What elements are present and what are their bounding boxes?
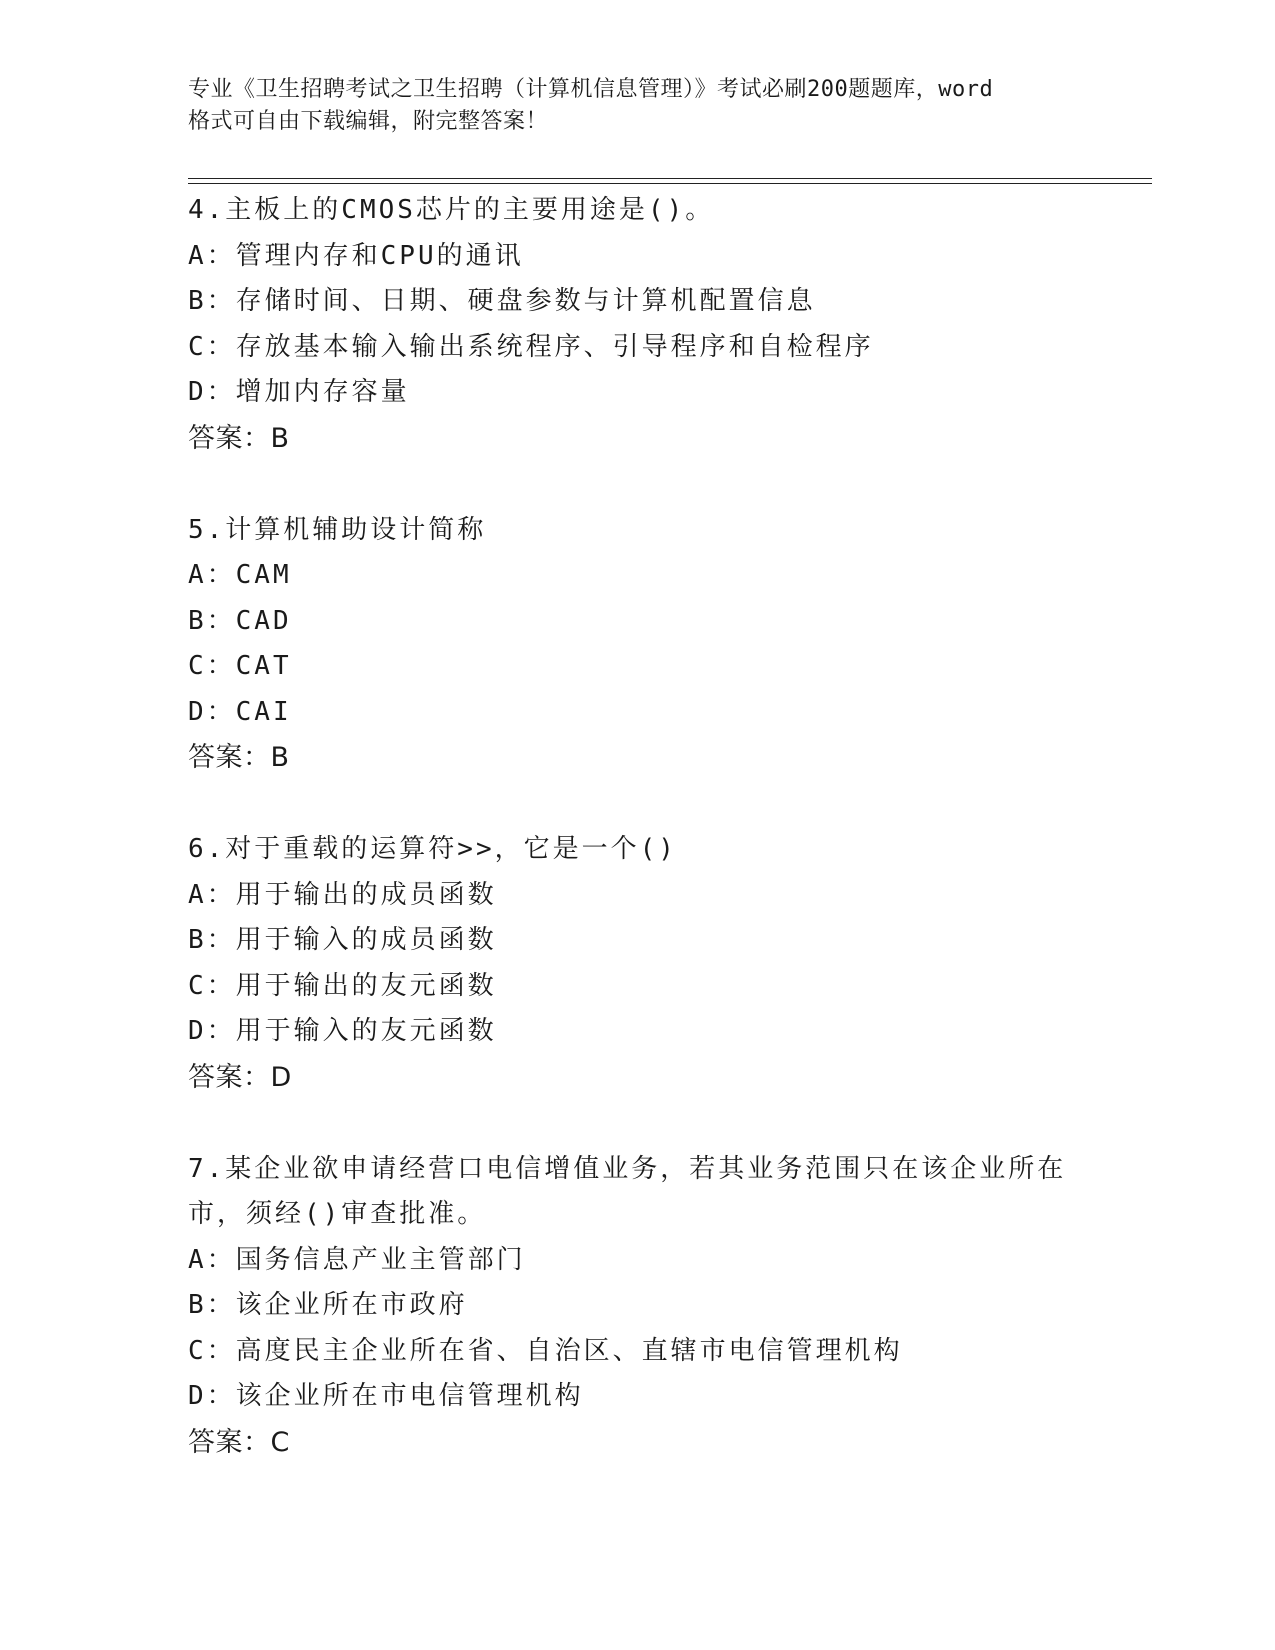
document-header — [188, 74, 1088, 138]
answer-line: 答案：B — [188, 422, 290, 454]
option-c: C：存放基本输入输出系统程序、引导程序和自检程序 — [188, 331, 874, 362]
question-4 — [188, 188, 1108, 462]
question-5 — [188, 508, 1108, 782]
question-7 — [188, 1147, 1108, 1466]
option-c: C：高度民主企业所在省、自治区、直辖市电信管理机构 — [188, 1335, 903, 1366]
option-c: C：用于输出的友元函数 — [188, 970, 497, 1001]
header-divider-top — [188, 178, 1152, 179]
header-line-2: 格式可自由下载编辑，附完整答案！ — [188, 109, 549, 134]
option-b: B：CAD — [188, 605, 292, 636]
option-a: A：国务信息产业主管部门 — [188, 1244, 526, 1275]
question-stem-continued: 市，须经()审查批准。 — [188, 1199, 487, 1229]
option-d: D：用于输入的友元函数 — [188, 1016, 497, 1046]
option-b: B：存储时间、日期、硬盘参数与计算机配置信息 — [188, 286, 816, 316]
option-a: A：用于输出的成员函数 — [188, 879, 497, 910]
question-list — [188, 188, 1108, 1512]
question-6 — [188, 827, 1108, 1101]
answer-line: 答案：C — [188, 1426, 290, 1458]
answer-line: 答案：D — [188, 1061, 292, 1093]
option-a: A：CAM — [188, 560, 292, 590]
question-stem: 5.计算机辅助设计简称 — [188, 514, 487, 545]
option-b: B：该企业所在市政府 — [188, 1290, 468, 1320]
answer-line: 答案：B — [188, 742, 290, 773]
option-d: D：CAI — [188, 696, 292, 727]
option-b: B：用于输入的成员函数 — [188, 925, 497, 955]
header-line-1: 专业《卫生招聘考试之卫生招聘（计算机信息管理）》考试必刷200题题库，word — [188, 77, 994, 102]
option-d: D：该企业所在市电信管理机构 — [188, 1381, 584, 1411]
option-a: A：管理内存和CPU的通讯 — [188, 240, 524, 271]
option-d: D：增加内存容量 — [188, 377, 410, 407]
question-stem: 7.某企业欲申请经营口电信增值业务，若其业务范围只在该企业所在 — [188, 1153, 1067, 1184]
question-stem: 6.对于重载的运算符>>，它是一个() — [188, 834, 677, 864]
question-stem: 4.主板上的CMOS芯片的主要用途是()。 — [188, 195, 715, 225]
header-divider-bottom — [188, 183, 1152, 184]
option-c: C：CAT — [188, 651, 292, 681]
